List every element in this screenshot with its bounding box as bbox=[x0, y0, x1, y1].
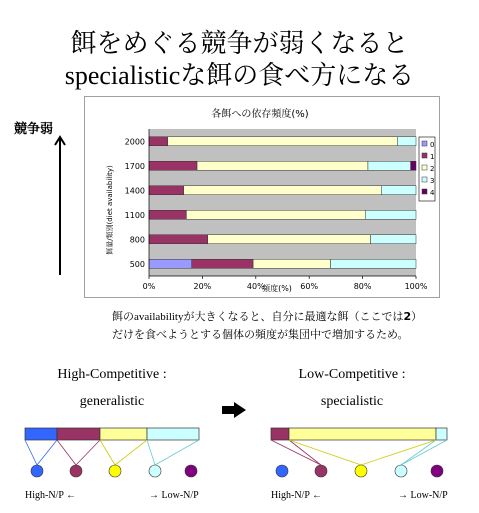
legend-swatch bbox=[422, 141, 427, 146]
left-bar-yellow bbox=[100, 428, 147, 440]
right-diagram-title2: specialistic bbox=[320, 394, 384, 409]
right-line bbox=[271, 440, 321, 465]
diet-dot-2 bbox=[355, 465, 367, 477]
right-axis-high: High-N/P ← bbox=[271, 490, 323, 501]
diet-dot-3 bbox=[149, 465, 161, 477]
legend-label: 3 bbox=[430, 177, 435, 185]
left-line bbox=[37, 440, 57, 465]
bar-segment bbox=[149, 210, 186, 219]
legend-label: 2 bbox=[430, 165, 435, 173]
right-line bbox=[401, 440, 436, 465]
caption-line2: だけを食べようとする個体の頻度が集団中で増加するため。 bbox=[112, 328, 409, 341]
diet-dot-3 bbox=[395, 465, 407, 477]
caption-part-num: 2 bbox=[403, 310, 412, 323]
legend-label: 0 bbox=[430, 141, 435, 149]
right-line bbox=[289, 440, 361, 465]
bar-segment bbox=[197, 161, 368, 170]
bar-segment bbox=[186, 210, 365, 219]
bar-segment bbox=[192, 259, 253, 268]
left-diagram bbox=[25, 428, 199, 477]
bar-segment bbox=[253, 259, 330, 268]
legend-swatch bbox=[422, 153, 427, 158]
y-tick-label: 500 bbox=[129, 259, 145, 269]
y-tick-label: 1700 bbox=[124, 161, 145, 171]
caption-line1 bbox=[112, 308, 462, 326]
right-axis-low: → Low-N/P bbox=[398, 490, 448, 501]
x-tick-label: 0% bbox=[142, 282, 156, 291]
legend-swatch bbox=[422, 165, 427, 170]
main-title-line2 bbox=[0, 60, 479, 92]
plot-area bbox=[149, 129, 416, 276]
chart-title: 各餌への依存頻度(%) bbox=[211, 109, 309, 120]
legend-swatch bbox=[422, 177, 427, 182]
right-diagram bbox=[271, 428, 447, 477]
left-bar-maroon bbox=[57, 428, 100, 440]
bar-segment bbox=[397, 137, 416, 146]
bar-segment bbox=[168, 137, 398, 146]
caption-part-c: が大きくなると、自分に最適な餌（ここでは bbox=[183, 310, 404, 323]
legend-label: 4 bbox=[430, 189, 435, 197]
right-line bbox=[289, 440, 321, 465]
left-axis-low: → Low-N/P bbox=[149, 490, 199, 501]
left-line bbox=[76, 440, 100, 465]
chart-svg bbox=[85, 97, 439, 297]
diet-dot-4 bbox=[431, 465, 443, 477]
explanation-caption bbox=[112, 308, 462, 343]
chart-ylabel: 餌量/類別(diet availability) bbox=[106, 165, 114, 255]
bar-segment bbox=[184, 186, 382, 195]
left-line bbox=[147, 440, 155, 465]
x-tick-label: 40% bbox=[246, 282, 265, 291]
bar-segment bbox=[149, 137, 168, 146]
legend-label: 1 bbox=[430, 153, 435, 161]
right-bar-yellow bbox=[289, 428, 436, 440]
title-latin-part: specialistic bbox=[64, 61, 181, 90]
bar-segment bbox=[381, 186, 416, 195]
x-tick-label: 80% bbox=[353, 282, 372, 291]
legend-swatch bbox=[422, 189, 427, 194]
left-line bbox=[100, 440, 115, 465]
left-diagram-title1: High-Competitive : bbox=[57, 367, 167, 382]
bar-segment bbox=[149, 186, 184, 195]
diet-dot-0 bbox=[276, 465, 288, 477]
bar-segment bbox=[149, 161, 197, 170]
left-bar-blue bbox=[25, 428, 57, 440]
title-jp-part: な餌の食べ方になる bbox=[180, 61, 415, 91]
right-arrow-icon bbox=[222, 402, 246, 418]
bar-segment bbox=[371, 235, 416, 244]
y-tick-label: 800 bbox=[129, 235, 145, 245]
caption-part-b: availability bbox=[134, 311, 184, 323]
y-tick-label: 1100 bbox=[124, 210, 145, 220]
x-tick-label: 100% bbox=[404, 282, 428, 291]
right-bar-cyan bbox=[436, 428, 447, 440]
dependency-frequency-chart bbox=[84, 96, 440, 298]
competition-weak-label: 競争弱 bbox=[14, 122, 54, 137]
diet-dot-0 bbox=[31, 465, 43, 477]
left-axis-high: High-N/P ← bbox=[25, 490, 77, 501]
diet-dot-4 bbox=[185, 465, 197, 477]
caption-part-a: 餌の bbox=[112, 310, 134, 323]
left-line bbox=[25, 440, 37, 465]
chart-xlabel: 頻度(%) bbox=[262, 284, 292, 293]
right-diagram-title1: Low-Competitive : bbox=[298, 367, 406, 382]
right-bar-maroon bbox=[271, 428, 289, 440]
left-line bbox=[155, 440, 199, 465]
x-tick-label: 20% bbox=[193, 282, 212, 291]
bar-segment bbox=[149, 259, 192, 268]
diet-dot-1 bbox=[315, 465, 327, 477]
main-title-line1: 餌をめぐる競争が弱くなると bbox=[70, 29, 409, 59]
diet-dot-2 bbox=[109, 465, 121, 477]
bar-segment bbox=[208, 235, 371, 244]
left-line bbox=[57, 440, 76, 465]
bar-segment bbox=[411, 161, 416, 170]
left-bar-cyan bbox=[147, 428, 199, 440]
up-arrow-icon bbox=[54, 135, 66, 275]
bar-segment bbox=[331, 259, 416, 268]
y-tick-label: 1400 bbox=[124, 186, 145, 196]
x-tick-label: 60% bbox=[300, 282, 319, 291]
bar-segment bbox=[365, 210, 416, 219]
y-tick-label: 2000 bbox=[124, 137, 145, 147]
bar-segment bbox=[368, 161, 411, 170]
diet-dot-1 bbox=[70, 465, 82, 477]
caption-part-end: ） bbox=[411, 310, 423, 323]
bar-segment bbox=[149, 235, 208, 244]
left-diagram-title2: generalistic bbox=[79, 394, 145, 409]
left-line bbox=[115, 440, 147, 465]
